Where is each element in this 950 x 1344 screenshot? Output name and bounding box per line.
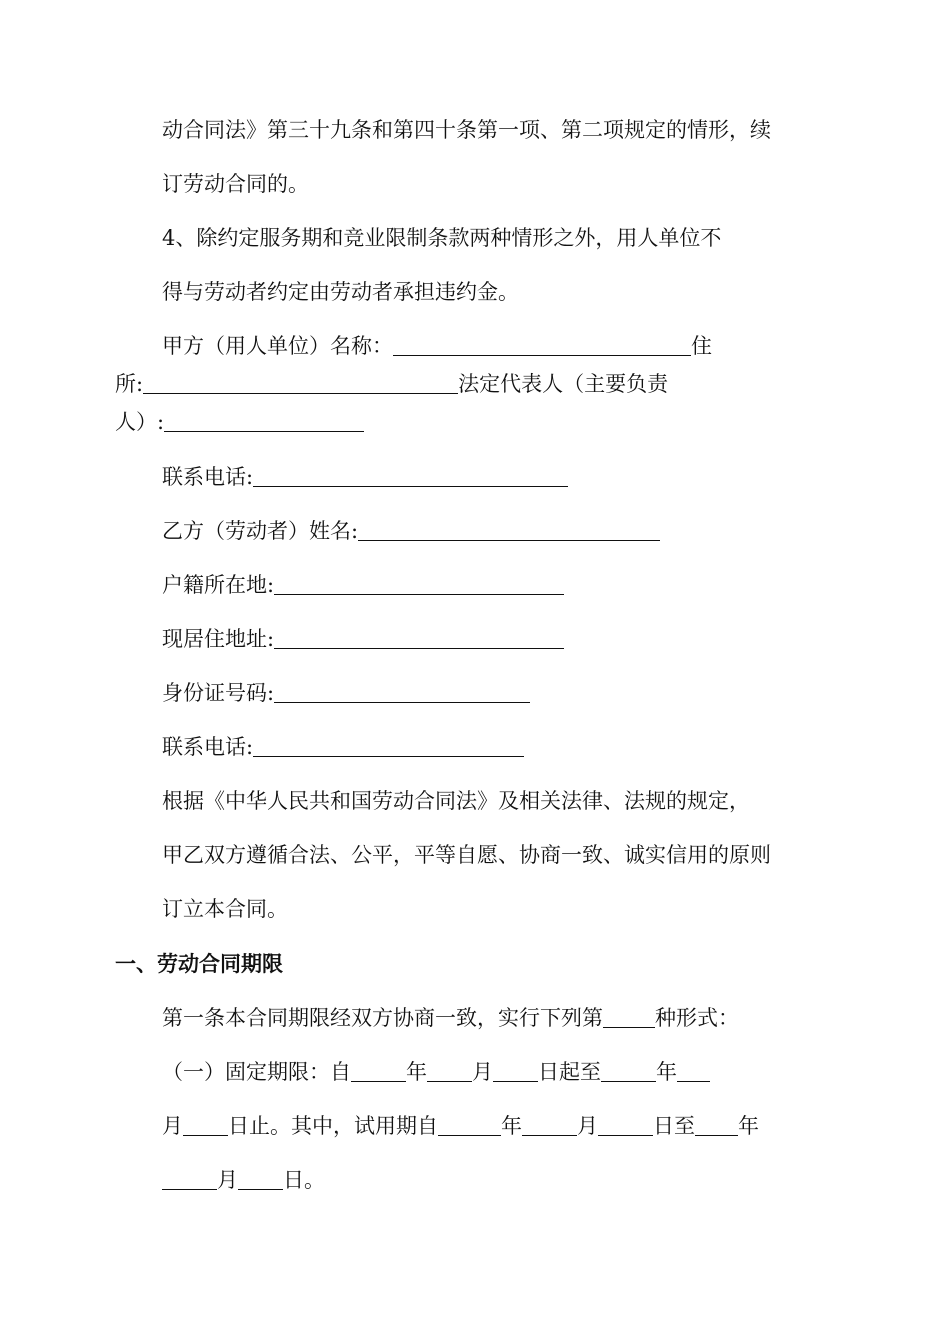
text-line: 订劳动合同的。	[162, 172, 309, 196]
party-b-address-blank	[274, 626, 564, 649]
text-line: 甲乙双方遵循合法、公平，平等自愿、协商一致、诚实信用的原则	[162, 843, 771, 867]
month-label: 月	[217, 1168, 238, 1192]
month-label: 月	[472, 1060, 493, 1084]
year-label: 年	[738, 1114, 759, 1138]
probation-label: 日止。其中，试用期自	[228, 1114, 438, 1138]
party-a-phone-label: 联系电话:	[162, 465, 254, 489]
party-a-phone-blank	[253, 464, 568, 487]
day-end-label: 日。	[283, 1168, 325, 1192]
text-line: 动合同法》第三十九条和第四十条第一项、第二项规定的情形，续	[162, 118, 771, 142]
year-label: 年	[501, 1114, 522, 1138]
party-a-rep-label: 法定代表人（主要负责	[458, 372, 669, 396]
party-a-rep-line	[115, 408, 364, 436]
probation-start-year-blank	[438, 1113, 501, 1136]
party-b-address-line	[162, 625, 564, 653]
fixed-term-line	[162, 1058, 710, 1086]
text-line: 订立本合同。	[162, 897, 288, 921]
probation-end-month-blank	[162, 1167, 217, 1190]
party-a-address-blank	[143, 371, 458, 394]
party-b-address-label: 现居住地址:	[162, 627, 275, 651]
probation-start-day-blank	[598, 1113, 653, 1136]
party-b-hukou-label: 户籍所在地:	[162, 573, 275, 597]
probation-end-line	[162, 1166, 325, 1194]
probation-end-day-blank	[238, 1167, 283, 1190]
party-b-phone-blank	[253, 734, 524, 757]
party-a-name-label: 甲方（用人单位）名称：	[162, 334, 393, 358]
probation-line	[162, 1112, 759, 1140]
party-b-id-blank	[274, 680, 530, 703]
party-b-id-label: 身份证号码:	[162, 681, 275, 705]
end-year-blank	[601, 1059, 656, 1082]
text-line: 得与劳动者约定由劳动者承担违约金。	[162, 280, 519, 304]
party-a-phone-line	[162, 463, 568, 491]
end-month-blank	[677, 1059, 710, 1082]
party-a-address-label: 住	[691, 334, 712, 358]
article-1-text-end: 种形式：	[655, 1006, 739, 1030]
party-b-hukou-line	[162, 571, 564, 599]
party-b-phone-line	[162, 733, 524, 761]
probation-end-year-blank	[695, 1113, 738, 1136]
day-to-label: 日起至	[538, 1060, 601, 1084]
start-day-blank	[493, 1059, 538, 1082]
party-a-address-label-cont: 所:	[115, 372, 144, 396]
party-a-name-line	[162, 332, 712, 360]
end-day-blank	[183, 1113, 228, 1136]
article-1-text: 第一条本合同期限经双方协商一致，实行下列第	[162, 1006, 603, 1030]
party-b-name-blank	[358, 518, 660, 541]
fixed-term-label: （一）固定期限：自	[162, 1060, 351, 1084]
day-to-label: 日至	[653, 1114, 695, 1138]
party-b-id-line	[162, 679, 530, 707]
year-label: 年	[656, 1060, 677, 1084]
probation-start-month-blank	[522, 1113, 577, 1136]
party-b-hukou-blank	[274, 572, 564, 595]
text-line: 根据《中华人民共和国劳动合同法》及相关法律、法规的规定，	[162, 789, 750, 813]
month-label: 月	[162, 1114, 183, 1138]
month-label: 月	[577, 1114, 598, 1138]
party-a-rep-label-cont: 人）:	[115, 410, 165, 434]
party-b-phone-label: 联系电话:	[162, 735, 254, 759]
party-a-rep-blank	[164, 409, 364, 432]
text-line: 4、除约定服务期和竞业限制条款两种情形之外，用人单位不	[162, 226, 722, 250]
year-label: 年	[406, 1060, 427, 1084]
party-b-name-label: 乙方（劳动者）姓名:	[162, 519, 359, 543]
party-b-name-line	[162, 517, 660, 545]
party-a-name-blank	[393, 333, 691, 356]
section-heading: 一、劳动合同期限	[115, 951, 283, 976]
start-month-blank	[427, 1059, 472, 1082]
article-1-line	[162, 1004, 739, 1032]
party-a-address-line	[115, 370, 668, 398]
form-choice-blank	[603, 1005, 655, 1028]
start-year-blank	[351, 1059, 406, 1082]
